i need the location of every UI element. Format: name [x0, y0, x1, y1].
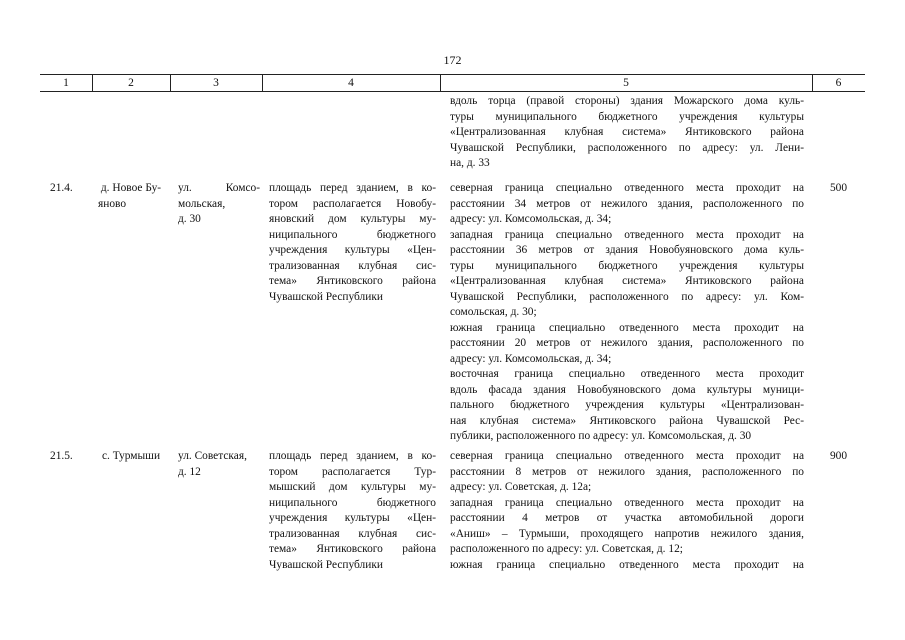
header-col-3: 3	[213, 77, 219, 89]
header-top-rule	[40, 74, 865, 75]
header-col-2: 2	[128, 77, 134, 89]
row-address: ул. Советская, д. 12	[178, 450, 247, 478]
row-place-description: площадь перед зданием, в ко- тором располагается Новобу- яновский дом культуры му- ниципального бюджетного учреждения культуры «Цен- трализованная клубная сис- тема» Янтиковского района Чувашской Республики	[269, 182, 436, 303]
row-settlement: с. Турмыши	[101, 450, 161, 462]
header-col-4: 4	[348, 77, 354, 89]
header-bottom-rule	[40, 91, 865, 92]
page-number: 172	[443, 53, 462, 67]
row-number: 21.5.	[50, 450, 73, 462]
row-place-description: площадь перед зданием, в ко- тором располагается Тур- мышский дом культуры му- ниципального бюджетного учреждения культуры «Цен- трализованная клубная сис- тема» Янтиковского района Чувашской Республики	[269, 450, 436, 571]
header-col-6: 6	[835, 77, 842, 89]
continuation-boundary-text: вдоль торца (правой стороны) здания Можарского дома куль- туры муниципального бюджетного учреждения культуры «Централизованная клубная система» Янтиковского района Чувашской Республики, расположенного по адресу: ул. Лени- на, д. 33	[450, 95, 804, 169]
row-settlement: д. Новое Бу- яново	[98, 182, 162, 210]
row-address: ул. Комсо- мольская, д. 30	[178, 182, 260, 225]
row-boundary-description: северная граница специально отведенного места проходит на расстоянии 34 метров от нежилого здания, расположенного по адресу: ул. Комсомольская, д. 34; западная граница специально отведенного места проходит на расстоянии 36 метров от здания Новобуяновского дома куль- туры муниципального бюджетного учреждения культуры «Централизованная клубная система» Янтиковского района Чувашской Республики, расположенного по адресу: ул. Ком- сомольская, д. 30; южная граница специально отведенного места проходит на расстоянии 20 метров от нежилого здания, расположенного по адресу: ул. Комсомольская, д. 34; восточная граница специально отведенного места проходит вдоль фасада здания Новобуяновского дома культуры муници- пального бюджетного учреждения культуры «Централизован- ная клубная система» Янтиковского района Чувашской Рес- публики, расположенного по адресу: ул. Комсомольская, д. 30	[450, 182, 804, 442]
row-boundary-description: северная граница специально отведенного места проходит на расстоянии 8 метров от нежилого здания, расположенного по адресу: ул. Советская, д. 12а; западная граница специально отведенного места проходит на расстоянии 4 метров от участка автомобильной дороги «Аниш» – Турмыши, проходящего напротив нежилого здания, расположенного по адресу: ул. Советская, д. 12; южная граница специально отведенного места проходит на	[450, 450, 804, 571]
row-number: 21.4.	[50, 182, 73, 194]
header-col-5: 5	[623, 77, 629, 89]
row-value: 900	[829, 450, 848, 462]
row-value: 500	[829, 182, 848, 194]
header-col-1: 1	[63, 77, 69, 89]
